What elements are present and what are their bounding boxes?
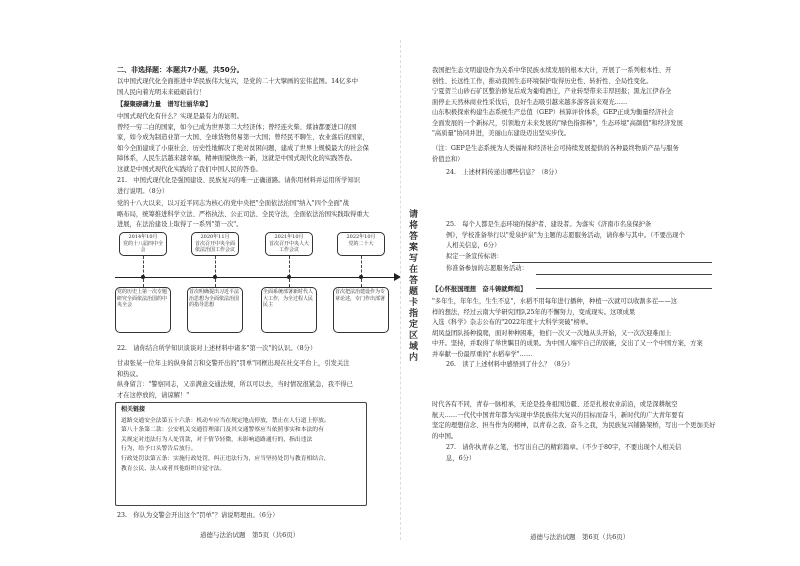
timeline-event-date: 2020年11月	[200, 234, 230, 240]
activity-field-label: 你准备参加的志愿服务活动：	[446, 265, 528, 272]
text-line: 23. 你认为交警会开出这个"罚单"？请说明理由。（6分）	[117, 512, 279, 519]
timeline-detail-box: 首次把法治建设作为专章论述，专门作出部署	[333, 287, 389, 333]
timeline-connector	[361, 279, 362, 287]
text-line: 21. 中国式现代化是强国建设、民族复兴的唯一正确道路。请你用材料并运用所学知识	[117, 177, 360, 184]
timeline-connector	[289, 256, 290, 277]
timeline-event-date: 2014年10月	[128, 234, 158, 240]
text-line: 22. 请你结合所学知识谈谈对上述材料中诸多"第一次"的认识。（8分）	[117, 345, 317, 352]
page-footer-right: 道德与法治试题 第6页（共6页）	[530, 533, 630, 541]
text-line: 这就是中国式现代化实践给了我们中国人民的答卷。	[117, 165, 262, 173]
question-23	[117, 511, 399, 522]
text-line: 时代各有不同，青春一脉相承，无论是投身祖国边疆、还是扎根农业前沿，或是深耕航空	[432, 401, 678, 408]
module-title-1: 【凝聚磅礴力量 谱写壮丽华章】	[117, 101, 212, 108]
question-22	[117, 344, 399, 355]
text-line: 胡凤益团队扬种摸爬，面对种种困难，他们一次又一次地从头开始，又一次次迎难而上	[432, 329, 672, 337]
text-line: 并奉献一份最厚重的"水稻奉学"……	[432, 350, 533, 358]
text-line: 教育公民、法人或者其他组织自觉守法。	[121, 465, 226, 472]
text-line: 的中国。	[432, 432, 458, 440]
timeline-event-date: 2022年10月	[346, 234, 376, 240]
timeline-event-box	[191, 232, 239, 256]
text-line: 才在这停放的，请谅解！"	[117, 391, 190, 399]
text-line: 人相关信息，6分）	[446, 242, 501, 249]
text-line: 全面发展的一个新标尺，引领地方未来发展的"绿色指挥棒"，生态环境"高颜值"和经济发展	[432, 119, 683, 127]
text-line: 以中国式现代化全面推进中华民族伟大复兴，是党的二十大擘画的宏伟蓝图。14亿多中	[117, 78, 358, 85]
text-line: 进展，在法治建设上取得了一系列"第一次"。	[117, 221, 243, 228]
timeline-event-name: 首次召开中央全面依法治国工作会议	[194, 240, 235, 253]
text-line: 关规定对违法行为人处罚款，对于情节轻微，未影响道路通行的，指出违法	[121, 436, 313, 443]
question-26: 26. 读了上述材料中感悟到了什么？（8分）	[446, 361, 574, 368]
text-line: 党的十八大以来，以习近平同志为核心的党中央把"全面依法治国"纳入"四个全面"战	[117, 200, 349, 207]
timeline-event-box	[337, 232, 385, 256]
related-links-text	[121, 415, 361, 473]
text-line: 和热议。	[117, 370, 143, 378]
text-line: 纵身留言："警察同志，又亲满意交通法规，所以可以去，当时情况很紧急，我不得已	[117, 381, 353, 388]
question-27	[446, 443, 766, 464]
activity-answer-line-2[interactable]	[536, 288, 712, 289]
timeline-event-box	[119, 232, 167, 256]
text-line: 样的想法，经过云南大学研究团队25年的不懈努力，变成现实。这项成果	[432, 308, 636, 316]
material-text-4	[432, 66, 762, 140]
related-links-box	[115, 402, 367, 506]
text-line: 我国把生态文明建设作为关系中华民族永续发展的根本大计，开展了一系列根本性、开	[432, 67, 672, 74]
text-line: 息，6分）	[446, 454, 476, 462]
timeline-event-date: 2021年10月	[274, 234, 304, 240]
text-line: 略布局，统筹推进科学立法、严格执法、公正司法、全民守法，全面依法治国实践取得重大	[117, 210, 369, 218]
timeline-diagram	[115, 232, 400, 342]
text-line: 家，如今成为制造业第一大国、全球货物贸易第一大国；曾经民不聊生、农业落后的国家，	[117, 134, 369, 141]
text-line: 行政处罚法第五条：实施行政处罚，纠正违法行为，应当坚持处罚与教育相结合，	[121, 455, 330, 462]
margin-instruction: 请将答案写在答题卡指定区域内	[409, 210, 419, 363]
text-line: 中开。坚持，并取得了举世瞩目的成果。为中国人端牢自己的饭碗，交出了又一个中国方案，方案	[432, 340, 703, 347]
text-line: 入选《科学》杂志公布的"2022年度十大科学突破"榜单。	[432, 319, 593, 326]
timeline-connector	[215, 256, 216, 277]
text-line: 27. 请你执青春之笔，书写出自己的精彩篇章。（不少于80字，不要出现个人相关信	[446, 444, 682, 451]
timeline-detail-box: 党的历史上第一次专题研究全面依法治国的中央全会	[115, 287, 171, 333]
timeline-axis	[115, 277, 397, 278]
text-line: 面停止天然林商业性采伐后，良好生态吸引越来越多游客前来观光……	[432, 98, 628, 106]
timeline-event-name: 党的二十大	[348, 240, 374, 247]
text-line: 障体系，人民生活越来越幸福，精神面貌焕然一新，这就是中国式现代化的实践答卷。	[117, 155, 357, 162]
text-line: （注：GEP是生态系统为人类福祉和经济社会可持续发展提供的各种最终物质产品与服务	[432, 145, 679, 152]
text-line: 坚定的理想信念、担当作为的精神，以青春之我、奋斗之我，为民族复兴铺路架桥，写出一个更加美好	[432, 422, 716, 429]
timeline-event-name: 首次召开中央人大工作会议	[268, 240, 309, 253]
section-header: 二、非选择题：本题共7小题，共50分。	[117, 66, 244, 74]
timeline-connector	[215, 279, 216, 287]
question-24: 24. 上述材料传递出哪些信息？（8分）	[446, 169, 561, 176]
text-line: 行为，给予口头警告后放行。	[121, 446, 197, 453]
right-page	[400, 0, 800, 566]
text-line: 曾经一穷二白的国家，如今已成为世界第二大经济体；曾经连火柴、煤油都要进口的国	[117, 123, 357, 131]
related-links-title: 相关链接	[121, 406, 146, 413]
intro-text	[117, 77, 397, 98]
slogan-field-label: 拟定一条宣传标语：	[446, 253, 503, 260]
text-line: 如今全面建成了小康社会、历史性地解决了绝对贫困问题，建成了世界上规模最大的社会保	[117, 144, 369, 152]
timeline-detail-box: 全面系统部署新时代人大工作，为全过程人民民主	[261, 287, 317, 333]
question-25	[446, 220, 766, 252]
material-text-5	[432, 297, 764, 360]
question-21	[117, 176, 399, 197]
text-line: 25. 每个人都是生态环境的保护者、建设者。为落实《济南市名泉保护条	[446, 221, 652, 228]
text-line: 中国式现代化有什么？实现是最有力的证明。	[117, 113, 243, 120]
text-line: 国人民向着光明未来砥砺前行！	[117, 88, 206, 96]
text-line: 创性、长远性工作，推动我国生态环境保护取得历史性、转折性、全局性变化。	[432, 77, 653, 85]
timeline-event-box	[265, 232, 313, 256]
material-text-2	[117, 199, 399, 231]
text-line: 道路交通安全法第五十六条：机动车应当在规定地点停放，禁止在人行道上停放。	[121, 417, 330, 424]
text-line: 价值总和）	[432, 155, 464, 163]
gep-note	[432, 144, 762, 165]
timeline-connector	[361, 256, 362, 277]
material-text-6	[432, 400, 764, 442]
activity-answer-line[interactable]	[536, 274, 712, 275]
slogan-answer-line[interactable]	[512, 262, 712, 263]
timeline-connector	[143, 279, 144, 287]
timeline-event-name: 党的十八届四中全会	[122, 240, 163, 253]
text-line: 第八十条第二款：公安机关交通管理部门及其交通警察应当依照事实和本法的有	[121, 427, 324, 434]
text-line: 例》，学校准备举行以"爱泉护泉"为主题的志愿服务活动，请你参与其中。（不要出现个	[446, 231, 685, 239]
text-line: 宁夏贺兰山砂石矿区整治修复后成为葡萄酒庄，产业转型带来丰厚回报；黑龙江伊春全	[432, 88, 672, 95]
page-footer-left: 道德与法治试题 第5页（共6页）	[200, 531, 300, 539]
material-text-3	[117, 359, 399, 401]
module-title-2: 【心怀报国理想 奋斗铸就辉煌】	[432, 286, 527, 293]
text-line: 航天……一代代中国青年都为实现中华民族伟大复兴的目标而奋斗，新时代的广大青年要有	[432, 411, 684, 419]
text-line: "多年生，年年生，生生不息"，水稻不用每年进行播种，种植一次就可以收割多茬——这	[432, 298, 678, 305]
material-text-1	[117, 112, 399, 175]
text-line: 进行说明。（8分）	[117, 187, 169, 195]
timeline-connector	[289, 279, 290, 287]
text-line: 甘肃张某一位年主的纵身留言和交警开出的"罚单"同框出现在社交平台上，引发关注	[117, 360, 350, 367]
text-line: 山东积极探索构建生态系统生产总值（GEP）核算评价体系，GEP正成为衡量经济社会	[432, 109, 674, 116]
timeline-connector	[143, 256, 144, 277]
timeline-detail-box: 首次明确提出习近平法治思想为全面依法治国的指导思想	[187, 287, 243, 333]
text-line: "高质量"协同并进，美丽山东建设迈出坚实步伐。	[432, 130, 571, 137]
